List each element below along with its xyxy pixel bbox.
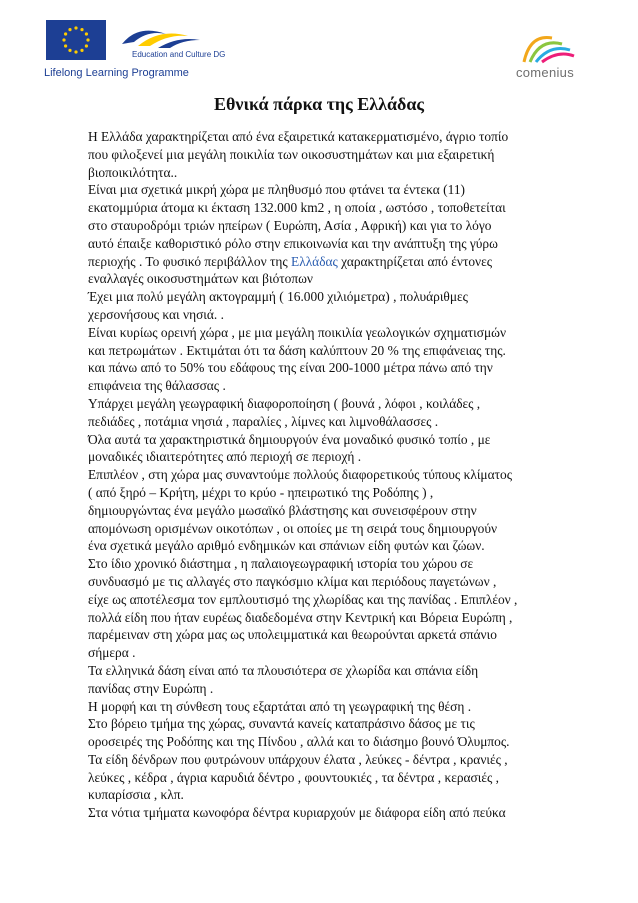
body-line: είχε ως αποτέλεσμα τον εμπλουτισμό της χλωρίδας και της πανίδας . Επιπλέον ,	[88, 591, 518, 607]
body-line: και πετρωμάτων . Εκτιμάται ότι τα δάση καλύπτουν 20 % της επιφάνειας της.	[88, 342, 506, 358]
body-line: Είναι μια σχετικά μικρή χώρα με πληθυσμό που φτάνει τα έντεκα (11)	[88, 182, 465, 198]
body-line: πολλά είδη που ήταν ευρέως διαδεδομένα στην Κεντρική και Βόρεια Ευρώπη ,	[88, 609, 513, 625]
eu-flag-logo	[46, 20, 106, 60]
body-line: βιοποικιλότητα..	[88, 164, 178, 180]
document-title: Εθνικά πάρκα της Ελλάδας	[214, 94, 424, 114]
body-line: εναλλαγές οικοσυστημάτων και βιότοπων	[88, 271, 313, 287]
document-body	[88, 128, 588, 822]
body-line: Έχει μια πολύ μεγάλη ακτογραμμή ( 16.000 χιλιόμετρα) , πολυάριθμες	[88, 289, 468, 305]
body-line: ( από ξηρό – Κρήτη, μέχρι το κρύο - ηπειρωτικό της Ροδόπης ) ,	[88, 484, 434, 500]
body-line: απομόνωση ορισμένων οικοτόπων , οι οποίες με τη σειρά τους δημιουργούν	[88, 520, 498, 536]
body-line: Στα νότια τμήματα κωνοφόρα δέντρα κυριαρχούν με διάφορα είδη από πεύκα	[88, 805, 506, 821]
body-line: Τα είδη δένδρων που φυτρώνουν υπάρχουν έλατα , λεύκες - δέντρα , κρανιές ,	[88, 751, 508, 767]
body-line: πεδιάδες , ποτάμια νησιά , παραλίες , λίμνες και λιμνοθάλασσες .	[88, 413, 439, 429]
body-line: επιφάνεια της θάλασσας .	[88, 378, 226, 394]
body-line: περιοχής . Το φυσικό περιβάλλον της Ελλάδας χαρακτηρίζεται από έντονες	[88, 253, 493, 269]
body-line: δημιουργώντας ένα μεγάλο μωσαϊκό βλάστησης και συνεισφέρουν στην	[88, 502, 477, 518]
body-line: μοναδικές ιδιαιτερότητες από περιοχή σε περιοχή .	[88, 449, 362, 465]
body-line: οροσειρές της Ροδόπης και της Πίνδου , αλλά και το διάσημο βουνό Όλυμπος.	[88, 734, 510, 750]
education-culture-label: Education and Culture DG	[132, 50, 226, 59]
page-header	[0, 0, 638, 100]
programme-label: Lifelong Learning Programme	[44, 67, 189, 79]
comenius-logo	[500, 28, 590, 84]
body-line: Επιπλέον , στη χώρα μας συναντούμε πολλούς διαφορετικούς τύπους κλίματος	[88, 467, 512, 483]
body-line: σήμερα .	[88, 645, 136, 661]
body-line: πανίδας στην Ευρώπη .	[88, 680, 214, 696]
body-line: Στο βόρειο τμήμα της χώρας, συναντά κανείς καταπράσινο δάσος με τις	[88, 716, 475, 732]
body-line: που φιλοξενεί μια μεγάλη ποικιλία των οικοσυστημάτων και μια εξαιρετική	[88, 146, 495, 162]
body-line: κυπαρίσσια , κλπ.	[88, 787, 184, 803]
body-line: χερσονήσους και νησιά. .	[88, 306, 224, 322]
body-line: Όλα αυτά τα χαρακτηριστικά δημιουργούν ένα μοναδικό φυσικό τοπίο , με	[88, 431, 491, 447]
body-line: Υπάρχει μεγάλη γεωγραφική διαφοροποίηση ( βουνά , λόφοι , κοιλάδες ,	[88, 395, 481, 411]
body-line: και πάνω από το 50% του εδάφους της είναι 200-1000 μέτρα πάνω από την	[88, 360, 493, 376]
body-line: Η μορφή και τη σύνθεση τους εξαρτάται από τη γεωγραφική της θέση .	[88, 698, 472, 714]
body-line: Τα ελληνικά δάση είναι από τα πλουσιότερα σε χλωρίδα και σπάνια είδη	[88, 662, 479, 678]
body-line: Στο ίδιο χρονικό διάστημα , η παλαιογεωγραφική ιστορία του χώρου σε	[88, 556, 474, 572]
body-line: Είναι κυρίως ορεινή χώρα , με μια μεγάλη ποικιλία γεωλογικών σχηματισμών	[88, 324, 507, 340]
greece-link[interactable]: Ελλάδας	[291, 253, 338, 269]
comenius-wordmark: comenius	[515, 65, 575, 80]
body-line: παρέμειναν στη χώρα μας ως υπολειμματικά και θεωρούνται αρκετά σπάνιο	[88, 627, 497, 643]
body-line: λεύκες , κέδρα , άγρια καρυδιά δέντρο , φουντουκιές , τα δέντρα , κερασιές ,	[88, 769, 499, 785]
body-line: συνδυασμό με τις αλλαγές στο παγκόσμιο κλίμα και περιόδους παγετώνων ,	[88, 573, 497, 589]
body-line: αυτό έπαιξε καθοριστικό ρόλο στην επικοινωνία και την ανάπτυξη της γύρω	[88, 235, 498, 251]
body-line: στο σταυροδρόμι τριών ηπείρων ( Ευρώπη, Ασία , Αφρική) και για το λόγο	[88, 217, 492, 233]
body-line: εκατομμύρια άτομα κι έκταση 132.000 km2 , η οποία , ωστόσο , τοποθετείται	[88, 200, 506, 216]
body-line: ένα σχετικά μεγάλο αριθμό ενδημικών και σπάνιων είδη φυτών και ζώων.	[88, 538, 485, 554]
body-line: Η Ελλάδα χαρακτηρίζεται από ένα εξαιρετικά κατακερματισμένο, άγριο τοπίο	[88, 129, 509, 144]
